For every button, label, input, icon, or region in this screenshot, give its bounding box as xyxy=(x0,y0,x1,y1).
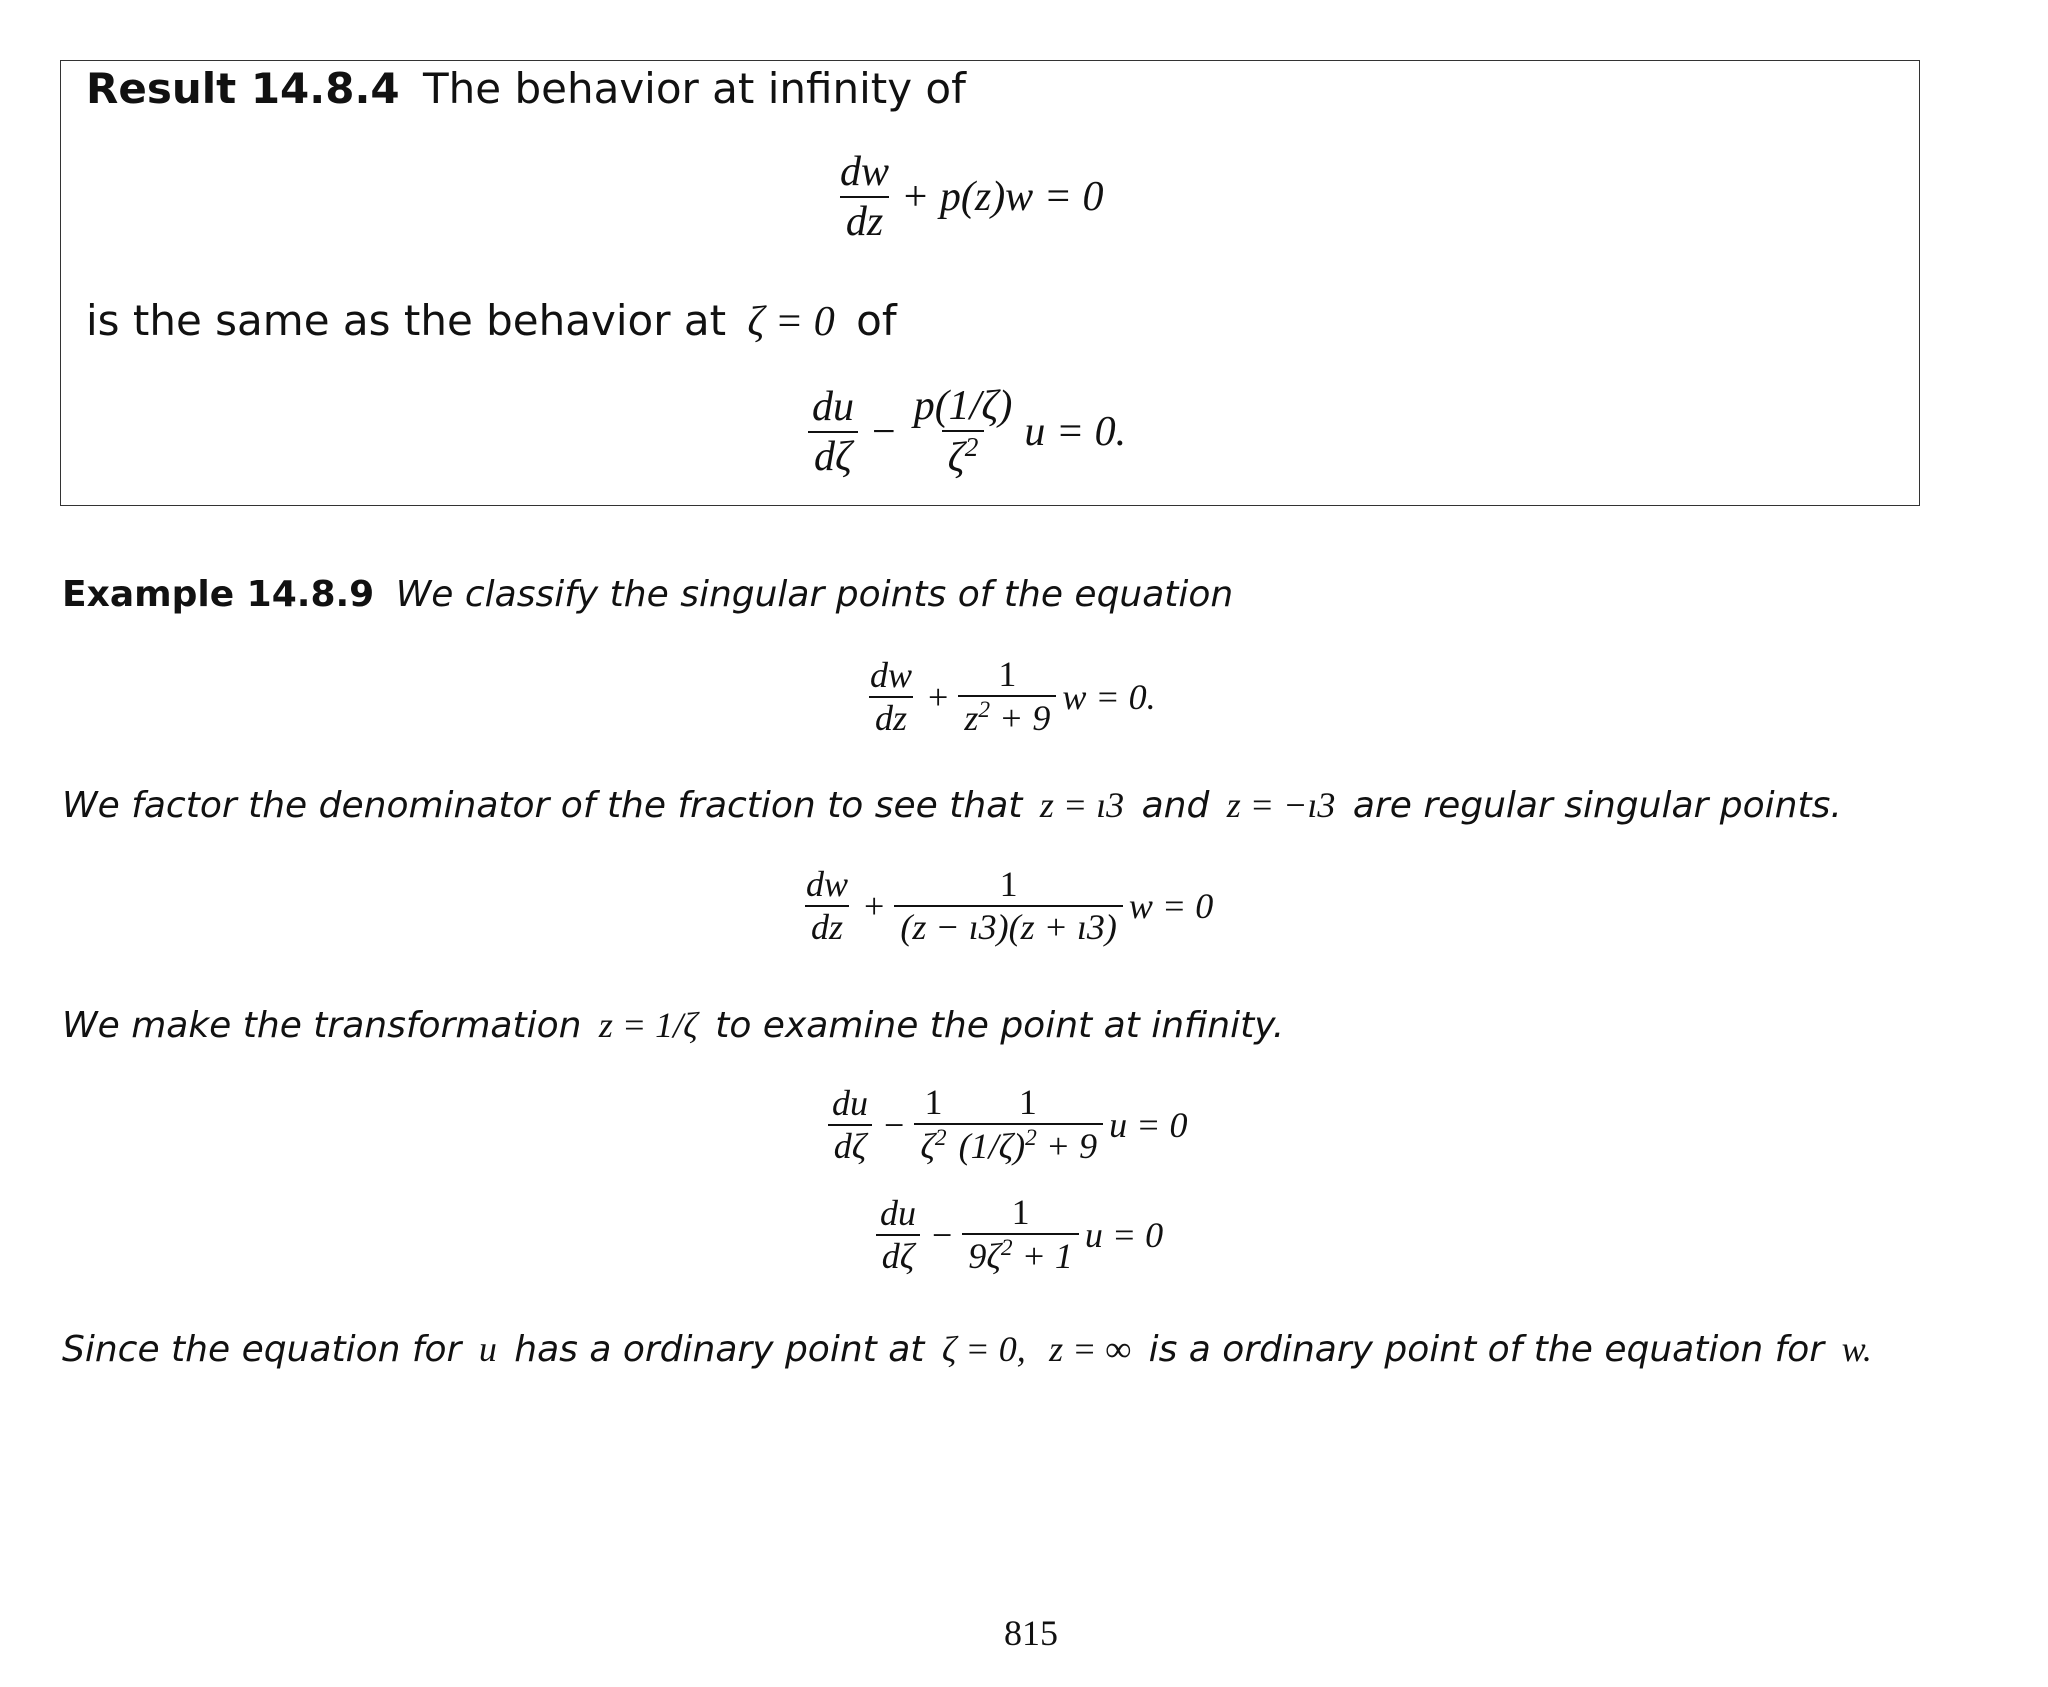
plus-sign: + xyxy=(928,676,949,717)
fraction-numerator: du xyxy=(812,384,854,430)
coefficient-fraction xyxy=(914,1082,952,1168)
coefficient-fraction xyxy=(958,654,1056,740)
example-equation-2 xyxy=(794,864,1213,949)
minus-sign: − xyxy=(932,1214,953,1255)
example-paragraph-3 xyxy=(62,1004,1284,1046)
fraction-denominator: dζ xyxy=(808,431,858,481)
coefficient-fraction xyxy=(962,1192,1079,1278)
derivative-fraction xyxy=(834,148,895,247)
fraction-numerator: dw xyxy=(806,864,849,904)
result-heading xyxy=(86,64,966,113)
page-number: 815 xyxy=(1004,1613,1058,1653)
fraction-denominator: dz xyxy=(869,696,913,739)
derivative-fraction xyxy=(874,1193,922,1278)
example-equation-1 xyxy=(858,654,1156,740)
para-math: z = ∞ xyxy=(1049,1329,1132,1369)
fraction-numerator: 1 xyxy=(1018,1082,1037,1122)
fraction-numerator: dw xyxy=(870,654,913,695)
fraction-numerator: 1 xyxy=(998,654,1017,694)
middle-math: ζ = 0 xyxy=(747,299,835,345)
fraction-numerator: 1 xyxy=(999,864,1018,904)
fraction-numerator: 1 xyxy=(1011,1192,1030,1232)
result-middle-line xyxy=(86,296,897,346)
fraction-denominator: dζ xyxy=(876,1234,921,1277)
example-paragraph-2 xyxy=(62,784,1842,826)
fraction-numerator: dw xyxy=(840,149,890,195)
fraction-numerator: 1 xyxy=(924,1082,943,1122)
para-math: z = −ı3 xyxy=(1226,785,1336,825)
example-equation-4 xyxy=(868,1192,1163,1278)
para-math: z = 1/ζ xyxy=(598,1005,698,1045)
derivative-fraction xyxy=(864,655,918,740)
para-math: z = ı3 xyxy=(1039,785,1125,825)
equation-tail: w = 0 xyxy=(1128,886,1214,927)
fraction-numerator: du xyxy=(832,1082,868,1123)
para-text: has a ordinary point at xyxy=(514,1329,925,1370)
coefficient-fraction xyxy=(894,864,1123,949)
fraction-denominator: (z − ı3)(z + ı3) xyxy=(894,905,1123,948)
fraction-denominator: dz xyxy=(840,196,889,246)
para-math: w. xyxy=(1841,1329,1872,1369)
para-text: and xyxy=(1141,785,1210,826)
result-intro: The behavior at infinity of xyxy=(423,64,966,113)
derivative-fraction xyxy=(826,1083,874,1168)
fraction-denominator: $z^2 + 9$ xyxy=(958,695,1056,739)
minus-sign: − xyxy=(884,1104,905,1145)
example-paragraph-4 xyxy=(62,1328,1872,1370)
derivative-fraction xyxy=(806,383,860,482)
example-equation-3 xyxy=(820,1082,1187,1168)
coefficient-fraction xyxy=(908,382,1019,483)
example-label: Example 14.8.9 xyxy=(62,574,375,615)
derivative-fraction xyxy=(800,864,854,949)
equation-tail: w = 0. xyxy=(1062,676,1156,717)
example-heading xyxy=(62,574,1233,615)
para-text: We factor the denominator of the fraction to see that xyxy=(62,785,1023,826)
plus-sign: + xyxy=(864,886,885,927)
fraction-denominator: dz xyxy=(805,905,849,948)
result-equation-2 xyxy=(800,382,1126,483)
equation-tail: u = 0 xyxy=(1084,1214,1164,1255)
para-text: Since the equation for xyxy=(62,1329,462,1370)
fraction-denominator: $9\zeta^2 + 1$ xyxy=(962,1233,1079,1277)
fraction-denominator: $\zeta^2$ xyxy=(914,1123,952,1167)
minus-sign: − xyxy=(872,409,896,456)
example-intro: We classify the singular points of the equation xyxy=(395,574,1234,615)
para-text: is a ordinary point of the equation for xyxy=(1148,1329,1825,1370)
equation-tail: u = 0 xyxy=(1109,1104,1188,1145)
para-math: u xyxy=(478,1329,497,1369)
equation-tail: + p(z)w = 0 xyxy=(901,174,1104,221)
para-math: ζ = 0, xyxy=(941,1329,1026,1369)
fraction-numerator: p(1/ζ) xyxy=(913,383,1013,429)
para-text: are regular singular points. xyxy=(1352,785,1842,826)
middle-text: is the same as the behavior at xyxy=(86,296,727,345)
para-text: to examine the point at infinity. xyxy=(715,1005,1285,1046)
fraction-denominator: $(1/\zeta)^2 + 9$ xyxy=(953,1123,1104,1167)
fraction-numerator: du xyxy=(880,1192,916,1233)
coefficient-fraction-2 xyxy=(953,1082,1104,1168)
fraction-denominator: $\zeta^2$ xyxy=(942,430,985,482)
result-equation-1 xyxy=(828,148,1104,247)
equation-tail: u = 0. xyxy=(1024,409,1127,456)
fraction-denominator: dζ xyxy=(828,1124,873,1167)
para-text: We make the transformation xyxy=(62,1005,582,1046)
result-label: Result 14.8.4 xyxy=(86,64,400,113)
middle-tail: of xyxy=(856,296,897,345)
